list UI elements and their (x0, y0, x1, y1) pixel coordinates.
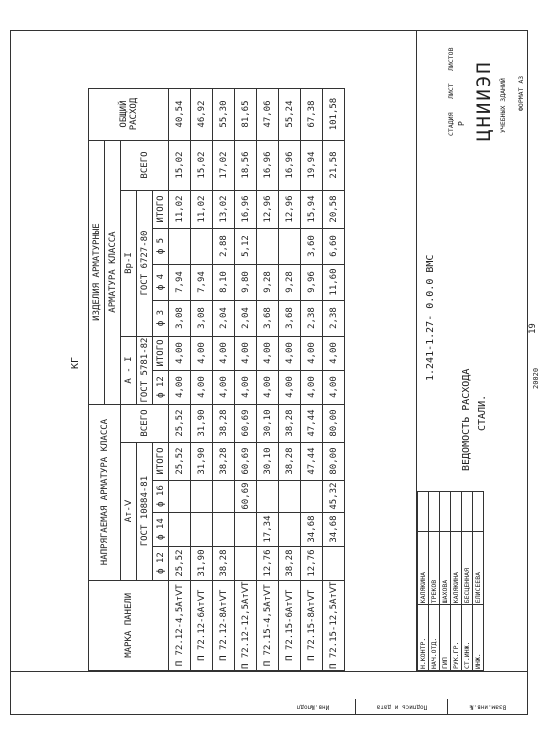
table-cell: 40,54 (169, 88, 191, 140)
table-cell: 16,96 (279, 140, 301, 190)
table-cell: 25,52 (169, 404, 191, 442)
panel-mark: П 72.12-12,5АтⅤТ (235, 580, 257, 670)
table-cell: 16,96 (257, 140, 279, 190)
head-gost-a1: ГОСТ 5781-82 (137, 336, 153, 404)
table-cell: 11,02 (191, 190, 213, 228)
table-cell: 30,10 (257, 404, 279, 442)
table-cell: 3,68 (279, 300, 301, 336)
head-mark: МАРКА ПАНЕЛИ (89, 580, 169, 670)
sub-d16: ф 16 (153, 480, 169, 512)
label-sheet: ЛИСТ (447, 83, 455, 99)
table-cell: 4,00 (323, 336, 345, 370)
title-block (416, 30, 528, 671)
doc-code: 1.241-1.27- 0.0.0 ВМС (425, 254, 436, 381)
table-cell: 47,44 (301, 442, 323, 480)
left-side-strip (10, 671, 528, 715)
table-cell: 55,30 (213, 88, 235, 140)
signature-row (429, 492, 440, 671)
sub-bp-itogo: ИТОГО (153, 190, 169, 228)
label-stage: СТАДИЯ (447, 112, 455, 136)
table-cell: 4,00 (279, 336, 301, 370)
sub-d3: ф 3 (153, 300, 169, 336)
table-cell: 25,52 (169, 546, 191, 580)
table-cell (301, 480, 323, 512)
table-cell: 18,56 (235, 140, 257, 190)
table-cell (213, 512, 235, 546)
table-cell: 3,08 (191, 300, 213, 336)
head-gost-bp1: ГОСТ 6727-80 (137, 190, 153, 336)
table-row (191, 88, 213, 670)
group-title: КГ (70, 356, 81, 369)
table-row (279, 88, 301, 670)
footer-num-right: 19 (528, 323, 538, 334)
table-cell: 25,52 (169, 442, 191, 480)
table-row (169, 88, 191, 670)
head-vsego: ВСЕГО (121, 404, 169, 442)
table-cell: 81,65 (235, 88, 257, 140)
table-cell (279, 228, 301, 264)
signature-role: ИНЖ. (473, 605, 484, 671)
signature-mark (462, 492, 473, 532)
table-cell (169, 512, 191, 546)
table-cell: 12,96 (279, 190, 301, 228)
table-cell: 46,92 (191, 88, 213, 140)
org-sub: УЧЕБНЫХ ЗДАНИЙ (499, 78, 507, 133)
table-cell: 4,00 (169, 336, 191, 370)
table-cell: 11,60 (323, 264, 345, 300)
head-reinf-class: АРМАТУРА КЛАССА (105, 140, 121, 404)
table-cell: 30,10 (257, 442, 279, 480)
table-cell (235, 546, 257, 580)
table-cell (191, 480, 213, 512)
table-cell: 9,96 (301, 264, 323, 300)
signature-mark (418, 492, 429, 532)
footer-num-left: 20020 (532, 367, 540, 389)
doc-title-1: ВЕДОМОСТЬ РАСХОДА (461, 368, 472, 471)
table-cell: 47,44 (301, 404, 323, 442)
table-cell: 8,10 (213, 264, 235, 300)
table-cell (235, 512, 257, 546)
table-cell: 4,00 (257, 336, 279, 370)
table-cell: 4,00 (213, 336, 235, 370)
org-name: ЦНИИЭП (473, 60, 495, 141)
table-cell: 60,69 (235, 480, 257, 512)
doc-title-2: СТАЛИ. (477, 394, 488, 431)
table-row (235, 88, 257, 670)
table-body (169, 88, 345, 670)
table-cell: 67,38 (301, 88, 323, 140)
side-cell-inv (270, 699, 356, 715)
table-cell: 4,00 (301, 370, 323, 404)
table-cell: 4,00 (323, 370, 345, 404)
table-cell: 12,96 (257, 190, 279, 228)
table-cell: 21,58 (323, 140, 345, 190)
signature-role: СТ.ИНЖ. (462, 605, 473, 671)
sub-d5: ф 5 (153, 228, 169, 264)
table-cell: 19,94 (301, 140, 323, 190)
table-cell (257, 228, 279, 264)
table-cell: 12,76 (257, 546, 279, 580)
table-cell: 2,38 (301, 300, 323, 336)
head-at5: Ат-Ⅴ (121, 442, 137, 580)
stage-value: Р (457, 121, 466, 126)
signature-row (451, 492, 462, 671)
table-cell: 9,28 (257, 264, 279, 300)
table-cell: 31,90 (191, 546, 213, 580)
table-cell: 20,58 (323, 190, 345, 228)
table-cell: 60,69 (235, 404, 257, 442)
table-cell: 80,00 (323, 442, 345, 480)
table-cell: 15,94 (301, 190, 323, 228)
table-cell: 45,32 (323, 480, 345, 512)
table-cell: 38,28 (213, 546, 235, 580)
panel-mark: П 72.12-4,5АтⅤТ (169, 580, 191, 670)
table-row (257, 88, 279, 670)
table-cell: 2,38 (323, 300, 345, 336)
table-cell: 3,68 (257, 300, 279, 336)
table-cell: 2,04 (213, 300, 235, 336)
signature-table (417, 491, 484, 671)
signature-name: ШАХОВА (440, 532, 451, 605)
table-cell: 15,02 (191, 140, 213, 190)
signature-row (462, 492, 473, 671)
side-cell-sign (356, 699, 448, 715)
table-cell: 13,02 (213, 190, 235, 228)
table-cell: 17,34 (257, 512, 279, 546)
panel-mark: П 72.12-6АтⅤТ (191, 580, 213, 670)
head-total: ОБЩИЙ РАСХОД (89, 88, 169, 140)
sub-a1-d12: ф 12 (153, 370, 169, 404)
side-label-sign: Подпись и дата (376, 703, 427, 711)
table-cell: 2,04 (235, 300, 257, 336)
label-sheets: ЛИСТОВ (447, 47, 455, 71)
sub-itogo: ИТОГО (153, 442, 169, 480)
table-cell: 4,00 (235, 370, 257, 404)
panel-mark: П 72.15-12,5АтⅤТ (323, 580, 345, 670)
steel-consumption-table (88, 88, 345, 671)
table-cell (279, 480, 301, 512)
table-cell: 4,00 (279, 370, 301, 404)
sub-d12: ф 12 (153, 546, 169, 580)
table-cell: 3,08 (169, 300, 191, 336)
signature-mark (473, 492, 484, 532)
head-gost-at: ГОСТ 10884-81 (137, 442, 153, 580)
table-cell: 16,96 (235, 190, 257, 228)
table-cell: 9,80 (235, 264, 257, 300)
side-label-replace: Взам.инв.№ (469, 703, 507, 711)
signature-row (473, 492, 484, 671)
table-cell (279, 512, 301, 546)
panel-mark: П 72.15-6АтⅤТ (279, 580, 301, 670)
signature-role: ГИП (440, 605, 451, 671)
table-cell (213, 480, 235, 512)
signature-mark (429, 492, 440, 532)
signature-name: ТРЕКОВ (429, 532, 440, 605)
table-cell: 3,60 (301, 228, 323, 264)
format-label: ФОРМАТ А3 (517, 75, 525, 111)
panel-mark: П 72.15-4,5АтⅤТ (257, 580, 279, 670)
table-cell: 80,00 (323, 404, 345, 442)
table-cell: 9,28 (279, 264, 301, 300)
table-cell: 4,00 (301, 336, 323, 370)
table-row (323, 88, 345, 670)
table-cell: 2,88 (213, 228, 235, 264)
table-cell: 7,94 (191, 264, 213, 300)
head-vsego2: ВСЕГО (121, 140, 169, 190)
table-cell (191, 228, 213, 264)
signature-role: НАЧ.ОТД. (429, 605, 440, 671)
table-row (213, 88, 235, 670)
table-cell (169, 228, 191, 264)
table-cell: 34,68 (301, 512, 323, 546)
table-cell (257, 480, 279, 512)
panel-mark: П 72.12-8АтⅤТ (213, 580, 235, 670)
table-cell: 47,06 (257, 88, 279, 140)
table-cell: 31,90 (191, 404, 213, 442)
signature-name: БЕСЦЕННАЯ (462, 532, 473, 605)
signature-row (418, 492, 429, 671)
side-label-inv: Инв.№подл (296, 703, 329, 711)
signature-mark (451, 492, 462, 532)
panel-mark: П 72.15-8АтⅤТ (301, 580, 323, 670)
table-cell (191, 512, 213, 546)
signature-role: РУК.ГР. (451, 605, 462, 671)
table-cell: 101,58 (323, 88, 345, 140)
signature-name: ЕЛИСЕЕВА (473, 532, 484, 605)
sub-a1-itogo: ИТОГО (153, 336, 169, 370)
table-cell: 34,68 (323, 512, 345, 546)
table-cell: 38,28 (279, 404, 301, 442)
table-cell: 12,76 (301, 546, 323, 580)
table-cell: 4,00 (191, 370, 213, 404)
table-cell: 38,28 (279, 546, 301, 580)
table-cell: 4,00 (169, 370, 191, 404)
signature-name: КАЛЯКИНА (451, 532, 462, 605)
table-cell: 55,24 (279, 88, 301, 140)
sub-d4: ф 4 (153, 264, 169, 300)
table-cell: 38,28 (213, 442, 235, 480)
table-cell (323, 546, 345, 580)
signature-mark (440, 492, 451, 532)
table-cell: 15,02 (169, 140, 191, 190)
table-cell: 38,28 (279, 442, 301, 480)
table-row (301, 88, 323, 670)
table-cell (169, 480, 191, 512)
table-cell: 5,12 (235, 228, 257, 264)
head-a1: А - I (121, 336, 137, 404)
signature-row (440, 492, 451, 671)
table-cell: 60,69 (235, 442, 257, 480)
signature-name: КАЛЯКИНА (418, 532, 429, 605)
signature-role: Н.КОНТР. (418, 605, 429, 671)
table-cell: 4,00 (257, 370, 279, 404)
table-cell: 11,02 (169, 190, 191, 228)
side-cell-replace (448, 699, 528, 715)
table-cell: 7,94 (169, 264, 191, 300)
table-cell: 17,02 (213, 140, 235, 190)
head-bp1: Вр-I (121, 190, 137, 336)
sub-d14: ф 14 (153, 512, 169, 546)
table-cell: 4,00 (191, 336, 213, 370)
head-products: ИЗДЕЛИЯ АРМАТУРНЫЕ (89, 140, 105, 404)
table-cell: 31,90 (191, 442, 213, 480)
table-cell: 4,00 (213, 370, 235, 404)
table-cell: 38,28 (213, 404, 235, 442)
head-prestressed: НАПРЯГАЕМАЯ АРМАТУРА КЛАССА (89, 404, 121, 580)
table-cell: 6,60 (323, 228, 345, 264)
table-cell: 4,00 (235, 336, 257, 370)
